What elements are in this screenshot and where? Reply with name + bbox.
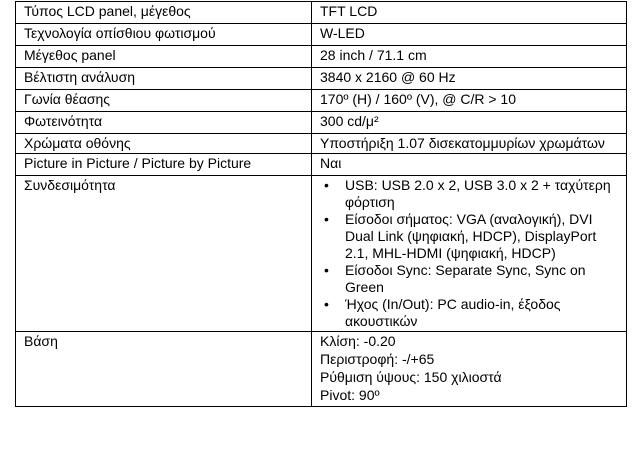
spec-row-pip (16, 154, 627, 176)
spec-label: Βέλτιστη ανάλυση (16, 68, 312, 90)
spec-row-resolution (16, 68, 627, 90)
spec-value: 28 inch / 71.1 cm (312, 46, 627, 68)
spec-label: Τύπος LCD panel, μέγεθος (16, 2, 312, 24)
spec-row-backlight (16, 24, 627, 46)
connectivity-item-text: Είσοδοι Sync: Separate Sync, Sync on Green (345, 262, 586, 295)
list-item (320, 296, 619, 330)
stand-lines (320, 333, 619, 404)
spec-label: Picture in Picture / Picture by Picture (16, 154, 312, 176)
bullet-icon: • (324, 177, 329, 193)
spec-row-viewing-angle (16, 90, 627, 112)
spec-value (312, 332, 627, 407)
spec-label: Συνδεσιμότητα (16, 176, 312, 332)
spec-value: Υποστήριξη 1.07 δισεκατομμυρίων χρωμάτων (312, 134, 627, 154)
connectivity-item-text: Είσοδοι σήματος: VGA (αναλογική), DVI Dual Link (ψηφιακή, HDCP), DisplayPort 2.1, MHL-HDMI (ψηφιακή, HDCP) (345, 211, 597, 261)
bullet-icon: • (324, 262, 329, 278)
spec-label: Μέγεθος panel (16, 46, 312, 68)
spec-value: W-LED (312, 24, 627, 46)
spec-value: TFT LCD (312, 2, 627, 24)
stand-line: Περιστροφή: -/+65 (320, 351, 435, 367)
stand-line: Pivot: 90º (320, 387, 380, 403)
spec-label: Γωνία θέασης (16, 90, 312, 112)
spec-row-colors (16, 134, 627, 154)
stand-line: Κλίση: -0.20 (320, 333, 396, 349)
spec-row-stand (16, 332, 627, 407)
spec-value: 3840 x 2160 @ 60 Hz (312, 68, 627, 90)
list-item (320, 262, 619, 296)
spec-value (312, 176, 627, 332)
connectivity-item-text: Ήχος (In/Out): PC audio-in, έξοδος ακουστικών (345, 296, 561, 329)
connectivity-item-text: USB: USB 2.0 x 2, USB 3.0 x 2 + ταχύτερη φόρτιση (345, 177, 611, 210)
stand-line: Ρύθμιση ύψους: 150 χιλιοστά (320, 369, 502, 385)
spec-value: 170º (H) / 160º (V), @ C/R > 10 (312, 90, 627, 112)
spec-label: Φωτεινότητα (16, 112, 312, 134)
spec-value: 300 cd/μ² (312, 112, 627, 134)
spec-row-brightness (16, 112, 627, 134)
bullet-icon: • (324, 296, 329, 312)
spec-label: Τεχνολογία οπίσθιου φωτισμού (16, 24, 312, 46)
spec-value: Ναι (312, 154, 627, 176)
bullet-icon: • (324, 211, 329, 227)
list-item (320, 177, 619, 211)
specifications-table (15, 1, 627, 407)
spec-row-panel-type (16, 2, 627, 24)
spec-row-panel-size (16, 46, 627, 68)
spec-row-connectivity (16, 176, 627, 332)
spec-label: Χρώματα οθόνης (16, 134, 312, 154)
connectivity-list (320, 177, 619, 330)
spec-label: Βάση (16, 332, 312, 407)
list-item (320, 211, 619, 262)
